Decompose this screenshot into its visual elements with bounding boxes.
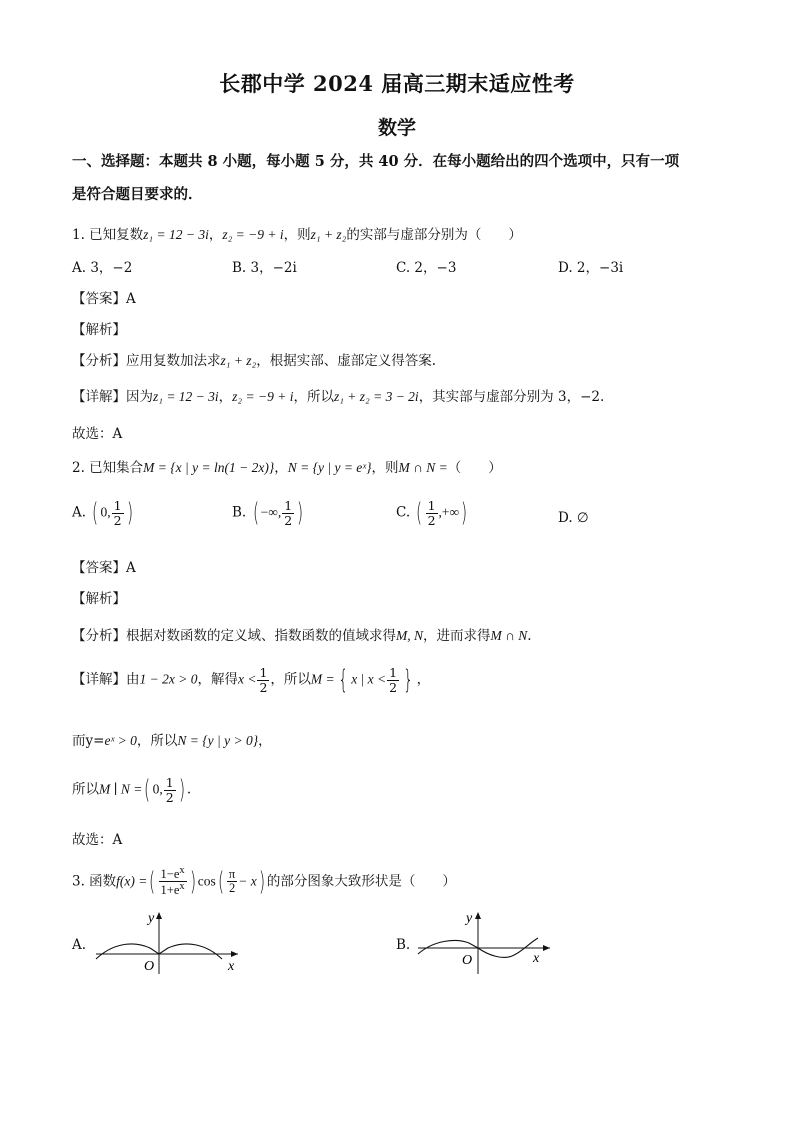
q2-line2-n: N = {y | y > 0} xyxy=(177,733,259,748)
q2-set-m: M = {x | y = ln(1 − 2x)} xyxy=(143,460,275,475)
q2-fenxi-mcn: M ∩ N xyxy=(490,628,528,643)
exam-subject: 数学 xyxy=(377,117,416,139)
q3-option-b-label: B. xyxy=(396,937,411,953)
q2-line3-text-c: . xyxy=(186,781,192,798)
q2-analysis-label: 【解析】 xyxy=(72,591,126,607)
q1-fenxi-text-b: ，根据实部、虚部定义得答案. xyxy=(256,353,437,369)
q1-option-c: C. 2，−3 xyxy=(396,260,457,276)
q3-option-a-graph xyxy=(92,908,242,978)
q1-then: ，则 xyxy=(283,227,311,243)
q2-detail-line3: 所以M ∣ N =( 0, $\frac{1}{2}$ ) . xyxy=(72,775,192,805)
q1-choose: 故选：A xyxy=(72,426,123,442)
q2-detail-text-a: 由 xyxy=(126,671,140,688)
question-3-stem: 3. 函数f(x) =( $\frac{1-e^x}{1+e^x}$ ) cos( $\frac{\pi}{2}$ − x) 的部分图象大致形状是（ ） xyxy=(72,865,456,898)
q1-fenxi-text-a: 应用复数加法求 xyxy=(126,353,221,369)
q2-tail-math: M ∩ N = xyxy=(398,460,448,475)
q2-detail-line1: 【详解】由1 − 2x > 0，解得x < $\frac{1}{2}$ ，所以M = { x | x < $\frac{1}{2}$ } ， xyxy=(72,665,431,695)
x-axis-arrow xyxy=(543,945,550,951)
q2-option-b-label: B. xyxy=(232,504,247,521)
q1-detail-label: 【详解】 xyxy=(72,389,126,405)
q2-tail-b: （ ） xyxy=(447,460,502,476)
q1-z1: z₁ = 12 − 3i xyxy=(143,227,209,242)
q2-option-d: D. ∅ xyxy=(558,510,589,526)
q2-option-b: B. ( −∞, $\frac{1}{2}$ ) xyxy=(232,498,304,528)
q1-sum: z₁ + z₂ xyxy=(310,227,347,242)
q2-prefix: 2. 已知集合 xyxy=(72,460,144,476)
q2-detail-text-c: ，所以 xyxy=(270,671,311,688)
x-label: x xyxy=(228,959,235,974)
q1-fenxi-math: z₁ + z₂ xyxy=(220,353,257,368)
q2-option-c-label: C. xyxy=(396,504,411,521)
q2-fenxi xyxy=(72,624,532,644)
q1-tail: 的实部与虚部分别为（ ） xyxy=(346,227,522,243)
q1-prefix: 1. 已知复数 xyxy=(72,227,144,243)
y-axis-arrow xyxy=(156,912,162,919)
q2-fenxi-text-a: 根据对数函数的定义域、指数函数的值域求得 xyxy=(126,628,396,644)
q1-option-b: B. 3，−2i xyxy=(232,260,297,276)
q1-detail-z2: z₂ = −9 + i xyxy=(232,389,294,404)
question-1-stem xyxy=(72,223,522,243)
q2-line3-text-a: 所以 xyxy=(72,781,99,798)
q2-line2-text-c: ， xyxy=(258,733,272,749)
q3-option-a-label: A. xyxy=(72,937,87,953)
q2-line2-exp: eˣ > 0 xyxy=(104,733,137,748)
q1-fenxi xyxy=(72,349,436,369)
q1-option-d: D. 2，−3i xyxy=(558,260,624,276)
q1-detail: 【详解】因为z₁ = 12 − 3i，z₂ = −9 + i，所以z₁ + z₂ = 3 − 2i，其实部与虚部分别为 3，−2. xyxy=(72,389,605,405)
q2-line2-text-a: 而y= xyxy=(72,733,105,749)
q1-sep: ， xyxy=(208,227,223,243)
q1-fenxi-label: 【分析】 xyxy=(72,353,126,369)
q2-sep: ， xyxy=(274,460,288,476)
origin-label: O xyxy=(462,953,473,968)
q1-analysis-label: 【解析】 xyxy=(72,322,126,338)
q2-set-n: N = {y | y = eˣ} xyxy=(287,460,372,475)
q2-detail-ineq: 1 − 2x > 0 xyxy=(139,671,198,687)
q2-option-c: C. ( $\frac{1}{2}$ ,+∞) xyxy=(396,498,468,528)
x-axis-arrow xyxy=(231,951,238,957)
y-label: y xyxy=(148,911,155,926)
q1-answer: 【答案】A xyxy=(72,291,136,307)
q2-fenxi-label: 【分析】 xyxy=(72,628,126,644)
q2-option-a: A. ( 0, $\frac{1}{2}$ ) xyxy=(72,498,133,528)
q1-detail-text-b: ，所以 xyxy=(293,389,334,405)
section-heading-line1: 一、选择题：本题共 8 小题，每小题 5 分，共 40 分．在每小题给出的四个选项中，只有一项 xyxy=(72,153,680,170)
q3-fx: f(x) = xyxy=(116,873,148,889)
q2-detail-m: M = xyxy=(310,671,335,687)
question-2-stem xyxy=(72,456,502,476)
y-axis-arrow xyxy=(475,912,481,919)
q1-detail-text-a: 因为 xyxy=(126,389,153,405)
y-label: y xyxy=(466,911,473,926)
q2-answer: 【答案】A xyxy=(72,560,136,576)
q2-detail-text-b: ，解得 xyxy=(197,671,238,688)
q2-detail-label: 【详解】 xyxy=(72,671,126,688)
q3-option-b-graph xyxy=(414,908,564,978)
q2-detail-line2 xyxy=(72,729,272,749)
exam-title: 长郡中学 2024 届高三期末适应性考 xyxy=(219,71,575,96)
q1-z2: z₂ = −9 + i xyxy=(222,227,284,242)
q2-line2-text-b: ，所以 xyxy=(136,733,178,749)
q3-prefix: 3. 函数 xyxy=(72,873,117,890)
q2-detail-x: x < xyxy=(237,671,257,687)
q2-fenxi-text-c: . xyxy=(527,628,532,644)
q2-fenxi-mn: M, N xyxy=(396,628,423,643)
q2-tail-a: ，则 xyxy=(371,460,399,476)
q2-line3-math: M ∣ N = xyxy=(99,781,143,797)
origin-label: O xyxy=(144,959,155,974)
q2-option-a-label: A. xyxy=(72,504,87,521)
q1-option-a: A. 3，−2 xyxy=(72,260,133,276)
x-label: x xyxy=(533,951,540,966)
q3-tail: 的部分图象大致形状是（ ） xyxy=(266,873,456,890)
q1-detail-sum: z₁ + z₂ = 3 − 2i xyxy=(333,389,419,404)
q1-detail-z1: z₁ = 12 − 3i xyxy=(153,389,219,404)
q2-fenxi-text-b: ，进而求得 xyxy=(423,628,491,644)
q1-detail-text-c: ，其实部与虚部分别为 3，−2. xyxy=(418,389,605,405)
section-heading-line2: 是符合题目要求的． xyxy=(72,186,203,203)
q2-choose: 故选：A xyxy=(72,832,123,848)
